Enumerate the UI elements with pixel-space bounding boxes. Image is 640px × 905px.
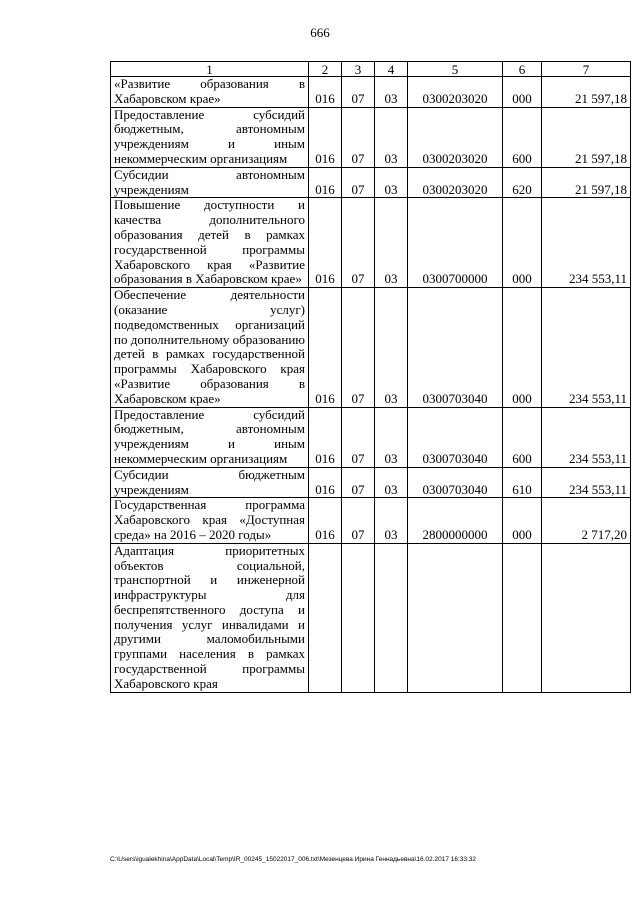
table-body bbox=[111, 77, 631, 693]
code-cell bbox=[342, 543, 375, 692]
amount-cell: 234 553,11 bbox=[542, 288, 631, 407]
code-cell: 07 bbox=[342, 198, 375, 288]
code-cell: 07 bbox=[342, 167, 375, 198]
row-name-cell: Предоставление субсидий бюджетным, автономным учреждениям и иным некоммерческим организациям bbox=[111, 407, 309, 467]
code-cell: 600 bbox=[503, 407, 542, 467]
code-cell: 0300203020 bbox=[408, 77, 503, 108]
row-name-cell: «Развитие образования в Хабаровском крае» bbox=[111, 77, 309, 108]
code-cell: 03 bbox=[375, 198, 408, 288]
code-cell: 07 bbox=[342, 77, 375, 108]
code-cell: 03 bbox=[375, 467, 408, 498]
code-cell: 000 bbox=[503, 77, 542, 108]
table-row bbox=[111, 167, 631, 198]
code-cell: 0300700000 bbox=[408, 198, 503, 288]
code-cell: 000 bbox=[503, 198, 542, 288]
table-row bbox=[111, 407, 631, 467]
code-cell: 0300703040 bbox=[408, 288, 503, 407]
code-cell: 610 bbox=[503, 467, 542, 498]
code-cell: 03 bbox=[375, 407, 408, 467]
file-path-footer: C:\Users\igualekhina\AppData\Local\Temp\IR_00245_15022017_006.txt\Мезенцева Ирина Геннадьевна\16.02.2017 16:33:32 bbox=[110, 856, 477, 863]
code-cell: 0300703040 bbox=[408, 407, 503, 467]
code-cell: 016 bbox=[309, 498, 342, 543]
column-header: 6 bbox=[503, 62, 542, 77]
table-row bbox=[111, 543, 631, 692]
code-cell: 03 bbox=[375, 167, 408, 198]
code-cell: 0300203020 bbox=[408, 107, 503, 167]
code-cell: 03 bbox=[375, 77, 408, 108]
code-cell: 0300203020 bbox=[408, 167, 503, 198]
code-cell: 03 bbox=[375, 107, 408, 167]
code-cell: 0300703040 bbox=[408, 467, 503, 498]
row-name-cell: Субсидии бюджетным учреждениям bbox=[111, 467, 309, 498]
code-cell: 600 bbox=[503, 107, 542, 167]
column-header: 4 bbox=[375, 62, 408, 77]
code-cell: 07 bbox=[342, 498, 375, 543]
amount-cell: 234 553,11 bbox=[542, 467, 631, 498]
amount-cell: 21 597,18 bbox=[542, 77, 631, 108]
table-row bbox=[111, 498, 631, 543]
amount-cell: 21 597,18 bbox=[542, 167, 631, 198]
table-row bbox=[111, 107, 631, 167]
row-name-cell: Обеспечение деятельности (оказание услуг) подведомственных организаций по дополнительному образованию детей в рамках государственной программы Хабаровского края «Развитие образования в Хабаровском крае» bbox=[111, 288, 309, 407]
code-cell: 016 bbox=[309, 167, 342, 198]
budget-table bbox=[110, 61, 631, 693]
row-name-cell: Повышение доступности и качества дополнительного образования детей в рамках государственной программы Хабаровского края «Развитие образования в Хабаровском крае» bbox=[111, 198, 309, 288]
amount-cell: 234 553,11 bbox=[542, 198, 631, 288]
code-cell: 000 bbox=[503, 498, 542, 543]
code-cell: 016 bbox=[309, 77, 342, 108]
code-cell: 03 bbox=[375, 288, 408, 407]
code-cell: 620 bbox=[503, 167, 542, 198]
code-cell bbox=[375, 543, 408, 692]
table-row bbox=[111, 77, 631, 108]
table-row bbox=[111, 467, 631, 498]
column-header: 5 bbox=[408, 62, 503, 77]
amount-cell bbox=[542, 543, 631, 692]
code-cell: 016 bbox=[309, 407, 342, 467]
code-cell: 07 bbox=[342, 407, 375, 467]
code-cell bbox=[503, 543, 542, 692]
code-cell: 000 bbox=[503, 288, 542, 407]
table-row bbox=[111, 288, 631, 407]
column-header: 7 bbox=[542, 62, 631, 77]
row-name-cell: Адаптация приоритетных объектов социальной, транспортной и инженерной инфраструктуры для беспрепятственного доступа и получения услуг инвалидами и другими маломобильными группами населения в рамках государственной программы Хабаровского края bbox=[111, 543, 309, 692]
column-header: 1 bbox=[111, 62, 309, 77]
table-row bbox=[111, 198, 631, 288]
code-cell bbox=[408, 543, 503, 692]
row-name-cell: Субсидии автономным учреждениям bbox=[111, 167, 309, 198]
header-row bbox=[111, 62, 631, 77]
code-cell: 07 bbox=[342, 107, 375, 167]
code-cell: 07 bbox=[342, 467, 375, 498]
code-cell: 016 bbox=[309, 107, 342, 167]
code-cell: 03 bbox=[375, 498, 408, 543]
column-header: 3 bbox=[342, 62, 375, 77]
amount-cell: 21 597,18 bbox=[542, 107, 631, 167]
code-cell: 016 bbox=[309, 467, 342, 498]
column-header: 2 bbox=[309, 62, 342, 77]
code-cell: 016 bbox=[309, 198, 342, 288]
code-cell: 07 bbox=[342, 288, 375, 407]
row-name-cell: Государственная программа Хабаровского края «Доступная среда» на 2016 – 2020 годы» bbox=[111, 498, 309, 543]
row-name-cell: Предоставление субсидий бюджетным, автономным учреждениям и иным некоммерческим организациям bbox=[111, 107, 309, 167]
code-cell: 2800000000 bbox=[408, 498, 503, 543]
code-cell bbox=[309, 543, 342, 692]
page-number: 666 bbox=[310, 25, 330, 40]
code-cell: 016 bbox=[309, 288, 342, 407]
amount-cell: 2 717,20 bbox=[542, 498, 631, 543]
amount-cell: 234 553,11 bbox=[542, 407, 631, 467]
